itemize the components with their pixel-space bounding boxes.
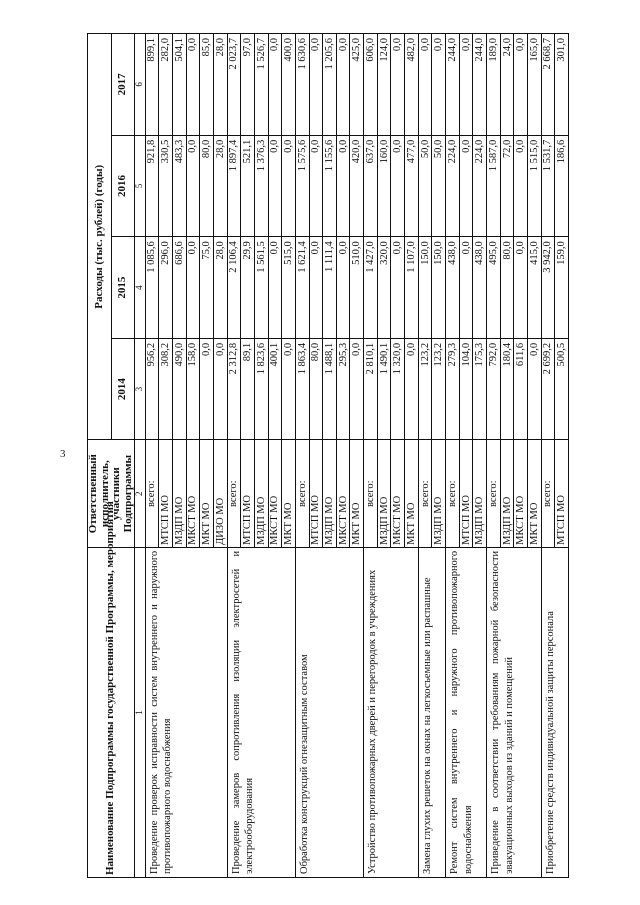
expense-value: 1 107,0 xyxy=(405,237,419,339)
expenses-table xyxy=(87,33,569,878)
expense-value: 282,0 xyxy=(159,34,173,136)
expense-value: 244,0 xyxy=(446,34,460,136)
responsible-executor: МЗДП МО xyxy=(432,440,446,547)
expense-value: 504,1 xyxy=(172,34,186,136)
expense-value: 89,1 xyxy=(241,338,255,440)
activity-name: Устройство противопожарных дверей и перегородок в учреждениях xyxy=(364,547,419,877)
column-number: 3 xyxy=(135,338,145,440)
expense-value: 0,0 xyxy=(418,34,432,136)
expense-value: 150,0 xyxy=(432,237,446,339)
expense-value: 1 561,5 xyxy=(254,237,268,339)
expense-value: 80,0 xyxy=(500,237,514,339)
expense-value: 279,3 xyxy=(446,338,460,440)
expense-value: 637,0 xyxy=(364,135,378,237)
header-year: 2015 xyxy=(111,237,135,339)
expense-value: 0,0 xyxy=(432,34,446,136)
expense-value: 0,0 xyxy=(186,34,200,136)
column-number: 1 xyxy=(135,547,145,877)
header-responsible: Ответственный исполнитель, участники Подпрограммы xyxy=(88,440,135,547)
responsible-executor: МКСТ МО xyxy=(336,440,350,547)
responsible-executor: МЗДП МО xyxy=(254,440,268,547)
expense-value: 0,0 xyxy=(186,135,200,237)
expense-value: 686,6 xyxy=(172,237,186,339)
expense-value: 75,0 xyxy=(200,237,214,339)
expense-value: 0,0 xyxy=(268,135,282,237)
expense-value: 28,0 xyxy=(213,135,227,237)
expense-value: 72,0 xyxy=(500,135,514,237)
header-name: Наименование Подпрограммы государственной Программы, мероприятия xyxy=(88,547,135,877)
expense-value: 1 376,3 xyxy=(254,135,268,237)
expense-value: 495,0 xyxy=(487,237,501,339)
expense-value: 0,0 xyxy=(200,338,214,440)
expense-value: 521,1 xyxy=(241,135,255,237)
expense-value: 482,0 xyxy=(405,34,419,136)
expense-value: 1 111,4 xyxy=(323,237,337,339)
responsible-executor: МЗДП МО xyxy=(377,440,391,547)
expense-value: 330,5 xyxy=(159,135,173,237)
activity-name: Обработка конструкций огнезащитным составом xyxy=(295,547,363,877)
expense-value: 2 668,7 xyxy=(541,34,555,136)
responsible-executor: МТСП МО xyxy=(309,440,323,547)
expense-value: 97,0 xyxy=(241,34,255,136)
expense-value: 0,0 xyxy=(336,237,350,339)
expense-value: 1 427,0 xyxy=(364,237,378,339)
expense-value: 500,5 xyxy=(555,338,569,440)
expense-value: 1 320,0 xyxy=(391,338,405,440)
responsible-executor: всего: xyxy=(295,440,309,547)
activity-name: Приведение в соответствии требованиям пожарной безопасности эвакуационных выходов из зданий и помещений xyxy=(487,547,542,877)
expense-value: 0,0 xyxy=(309,135,323,237)
table-row xyxy=(227,34,241,878)
expense-value: 28,0 xyxy=(213,34,227,136)
expense-value: 85,0 xyxy=(200,34,214,136)
expense-value: 611,6 xyxy=(514,338,528,440)
expense-value: 158,0 xyxy=(186,338,200,440)
expense-value: 308,2 xyxy=(159,338,173,440)
expense-value: 1 085,6 xyxy=(145,237,159,339)
responsible-executor: МТСП МО xyxy=(159,440,173,547)
column-number: 2 xyxy=(135,440,145,547)
expense-value: 29,9 xyxy=(241,237,255,339)
expense-value: 0,0 xyxy=(309,237,323,339)
table-row xyxy=(541,34,555,878)
expense-value: 0,0 xyxy=(514,34,528,136)
expense-value: 0,0 xyxy=(514,135,528,237)
expense-value: 400,0 xyxy=(282,34,296,136)
expense-value: 1 823,6 xyxy=(254,338,268,440)
responsible-executor: МТСП МО xyxy=(459,440,473,547)
expense-value: 0,0 xyxy=(405,338,419,440)
expense-value: 180,4 xyxy=(500,338,514,440)
expense-value: 0,0 xyxy=(282,135,296,237)
responsible-executor: всего: xyxy=(227,440,241,547)
page-number: 3 xyxy=(60,448,66,460)
expense-value: 296,0 xyxy=(159,237,173,339)
activity-name: Проведение замеров сопротивления изоляции электросетей и электрооборудования xyxy=(227,547,295,877)
expense-value: 438,0 xyxy=(473,237,487,339)
expense-value: 400,1 xyxy=(268,338,282,440)
expense-value: 1 531,7 xyxy=(541,135,555,237)
header-row-1 xyxy=(88,34,112,878)
expense-value: 0,0 xyxy=(309,34,323,136)
expense-value: 104,0 xyxy=(459,338,473,440)
responsible-executor: ДИЗО МО xyxy=(213,440,227,547)
expense-value: 0,0 xyxy=(213,338,227,440)
expense-value: 0,0 xyxy=(186,237,200,339)
table-row xyxy=(418,34,432,878)
expense-value: 420,0 xyxy=(350,135,364,237)
responsible-executor: всего: xyxy=(364,440,378,547)
expense-value: 483,3 xyxy=(172,135,186,237)
expense-value: 0,0 xyxy=(459,237,473,339)
expense-value: 1 863,4 xyxy=(295,338,309,440)
column-number: 5 xyxy=(135,135,145,237)
expense-value: 1 488,1 xyxy=(323,338,337,440)
expense-value: 50,0 xyxy=(418,135,432,237)
responsible-executor: МЗДП МО xyxy=(323,440,337,547)
expense-value: 0,0 xyxy=(514,237,528,339)
expense-value: 3 942,0 xyxy=(541,237,555,339)
expense-value: 0,0 xyxy=(336,135,350,237)
expense-value: 490,0 xyxy=(172,338,186,440)
responsible-executor: МЗДП МО xyxy=(172,440,186,547)
expense-value: 0,0 xyxy=(282,338,296,440)
expense-value: 0,0 xyxy=(350,338,364,440)
expense-value: 515,0 xyxy=(282,237,296,339)
responsible-executor: МКТ МО xyxy=(528,440,542,547)
table-row xyxy=(145,34,159,878)
expense-value: 123,2 xyxy=(418,338,432,440)
responsible-executor: МКСТ МО xyxy=(514,440,528,547)
expense-value: 124,0 xyxy=(377,34,391,136)
activity-name: Ремонт систем внутреннего и наружного противопожарного водоснабжения xyxy=(446,547,487,877)
column-number: 4 xyxy=(135,237,145,339)
header-year: 2014 xyxy=(111,338,135,440)
expense-value: 0,0 xyxy=(459,135,473,237)
expense-value: 0,0 xyxy=(528,338,542,440)
header-year: 2016 xyxy=(111,135,135,237)
expense-value: 165,0 xyxy=(528,34,542,136)
expense-value: 0,0 xyxy=(459,34,473,136)
responsible-executor: МКСТ МО xyxy=(268,440,282,547)
expense-value: 189,0 xyxy=(487,34,501,136)
responsible-executor: МКТ МО xyxy=(405,440,419,547)
expense-value: 28,0 xyxy=(213,237,227,339)
expense-value: 186,6 xyxy=(555,135,569,237)
expense-value: 24,0 xyxy=(500,34,514,136)
expense-value: 921,8 xyxy=(145,135,159,237)
responsible-executor: всего: xyxy=(541,440,555,547)
expense-value: 606,0 xyxy=(364,34,378,136)
expense-value: 1 587,0 xyxy=(487,135,501,237)
expense-value: 1 630,6 xyxy=(295,34,309,136)
activity-name: Проведение проверок исправности систем внутреннего и наружного противопожарного водоснабжения xyxy=(145,547,227,877)
expense-value: 2 699,2 xyxy=(541,338,555,440)
table-row xyxy=(295,34,309,878)
expense-value: 1 155,6 xyxy=(323,135,337,237)
expense-value: 224,0 xyxy=(446,135,460,237)
expense-value: 159,0 xyxy=(555,237,569,339)
rotated-expenses-table-wrapper xyxy=(87,33,568,878)
expense-value: 0,0 xyxy=(391,34,405,136)
expense-value: 2 810,1 xyxy=(364,338,378,440)
table-row xyxy=(364,34,378,878)
expense-value: 0,0 xyxy=(336,34,350,136)
responsible-executor: МЗДП МО xyxy=(473,440,487,547)
expense-value: 1 575,6 xyxy=(295,135,309,237)
expenses-table-body xyxy=(145,34,568,878)
expense-value: 477,0 xyxy=(405,135,419,237)
responsible-executor: МКТ МО xyxy=(350,440,364,547)
expense-value: 1 526,7 xyxy=(254,34,268,136)
expense-value: 160,0 xyxy=(377,135,391,237)
header-expenses: Расходы (тыс. рублей) (годы) xyxy=(88,34,112,440)
expense-value: 175,3 xyxy=(473,338,487,440)
expense-value: 123,2 xyxy=(432,338,446,440)
responsible-executor: всего: xyxy=(487,440,501,547)
activity-name: Замена глухих решеток на окнах на легкосъемные или распашные xyxy=(418,547,445,877)
responsible-executor: МКСТ МО xyxy=(391,440,405,547)
expense-value: 2 312,8 xyxy=(227,338,241,440)
responsible-executor: всего: xyxy=(145,440,159,547)
column-number: 6 xyxy=(135,34,145,136)
responsible-executor: МКТ МО xyxy=(282,440,296,547)
responsible-executor: МЗДП МО xyxy=(500,440,514,547)
header-year: 2017 xyxy=(111,34,135,136)
table-row xyxy=(487,34,501,878)
expense-value: 2 023,7 xyxy=(227,34,241,136)
expense-value: 1 897,4 xyxy=(227,135,241,237)
responsible-executor: МТСП МО xyxy=(555,440,569,547)
activity-name: Приобретение средств индивидуальной защиты персонала xyxy=(541,547,568,877)
expense-value: 50,0 xyxy=(432,135,446,237)
expense-value: 510,0 xyxy=(350,237,364,339)
expense-value: 1 515,0 xyxy=(528,135,542,237)
column-number-row xyxy=(135,34,145,878)
expense-value: 0,0 xyxy=(391,237,405,339)
expense-value: 244,0 xyxy=(473,34,487,136)
expense-value: 1 621,4 xyxy=(295,237,309,339)
expense-value: 0,0 xyxy=(391,135,405,237)
expense-value: 956,2 xyxy=(145,338,159,440)
table-row xyxy=(446,34,460,878)
expense-value: 899,1 xyxy=(145,34,159,136)
responsible-executor: всего: xyxy=(446,440,460,547)
expense-value: 295,3 xyxy=(336,338,350,440)
responsible-executor: всего: xyxy=(418,440,432,547)
expense-value: 80,0 xyxy=(309,338,323,440)
expense-value: 2 106,4 xyxy=(227,237,241,339)
expense-value: 792,0 xyxy=(487,338,501,440)
expense-value: 0,0 xyxy=(268,237,282,339)
expense-value: 224,0 xyxy=(473,135,487,237)
expense-value: 415,0 xyxy=(528,237,542,339)
expense-value: 1 490,1 xyxy=(377,338,391,440)
expense-value: 80,0 xyxy=(200,135,214,237)
responsible-executor: МКСТ МО xyxy=(186,440,200,547)
expense-value: 150,0 xyxy=(418,237,432,339)
expense-value: 320,0 xyxy=(377,237,391,339)
responsible-executor: МКТ МО xyxy=(200,440,214,547)
responsible-executor: МТСП МО xyxy=(241,440,255,547)
expense-value: 1 205,6 xyxy=(323,34,337,136)
expense-value: 0,0 xyxy=(268,34,282,136)
expense-value: 438,0 xyxy=(446,237,460,339)
expense-value: 425,0 xyxy=(350,34,364,136)
expense-value: 301,0 xyxy=(555,34,569,136)
